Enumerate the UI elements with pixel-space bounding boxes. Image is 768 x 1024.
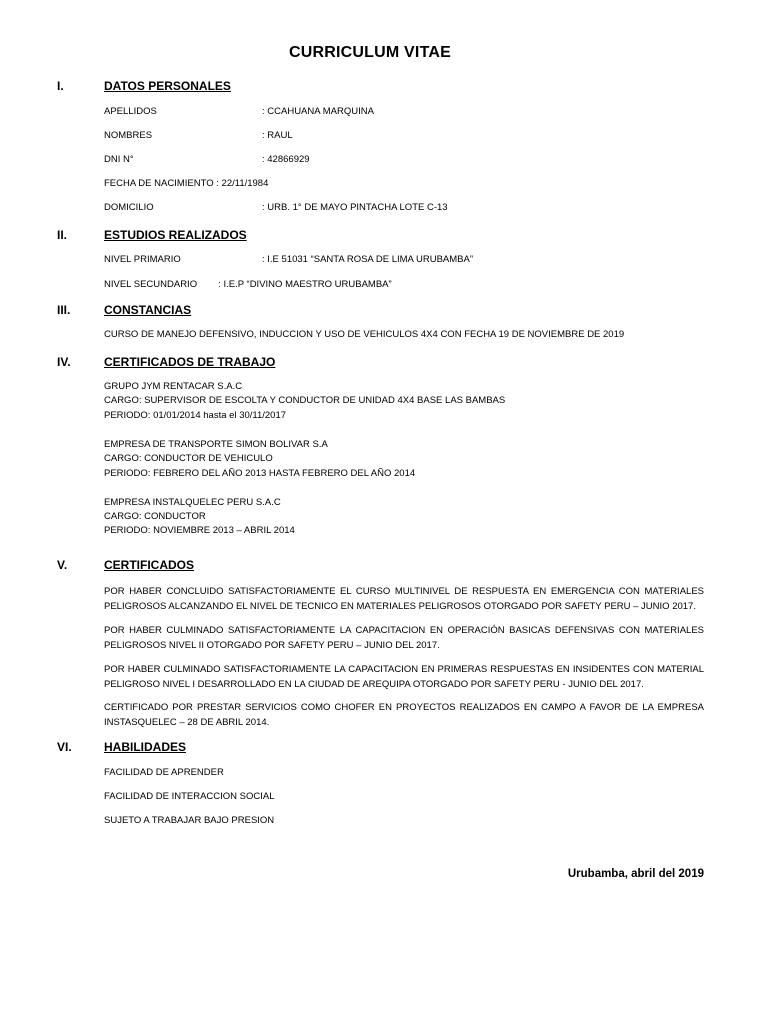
section-title: ESTUDIOS REALIZADOS bbox=[104, 228, 247, 242]
closing-place-date: Urubamba, abril del 2019 bbox=[567, 868, 704, 880]
certificate-paragraph: POR HABER CONCLUIDO SATISFACTORIAMENTE EL CURSO MULTINIVEL DE RESPUESTA EN EMERGENCIA CON MATERIALES PELIGROSOS ALCANZANDO EL NIVEL DE TECNICO EN MATERIALES PELIGROSOS OTORGADO POR SAFETY PERU – JUNIO 2017. bbox=[104, 586, 704, 612]
job-company: EMPRESA DE TRANSPORTE SIMON BOLIVAR S.A bbox=[104, 439, 328, 450]
section-title: HABILIDADES bbox=[104, 740, 187, 754]
field-value: : 42866929 bbox=[262, 154, 310, 165]
field-value: : I.E 51031 “SANTA ROSA DE LIMA URUBAMBA” bbox=[262, 254, 474, 265]
document-title: CURRICULUM VITAE bbox=[288, 44, 451, 61]
field-label: DNI N° bbox=[104, 154, 134, 165]
section-title: CERTIFICADOS bbox=[104, 558, 194, 572]
field-value: : URB. 1° DE MAYO PINTACHA LOTE C-13 bbox=[262, 202, 448, 213]
job-cargo: CARGO: CONDUCTOR DE VEHICULO bbox=[104, 453, 273, 464]
job-cargo: CARGO: CONDUCTOR bbox=[104, 511, 206, 522]
job-periodo: PERIODO: FEBRERO DEL AÑO 2013 HASTA FEBRERO DEL AÑO 2014 bbox=[104, 468, 416, 479]
job-company: GRUPO JYM RENTACAR S.A.C bbox=[104, 381, 243, 392]
section-number: I. bbox=[57, 79, 64, 93]
section-number: IV. bbox=[57, 355, 71, 369]
section-number: III. bbox=[57, 303, 71, 317]
field-value: : CCAHUANA MARQUINA bbox=[262, 106, 374, 117]
constancia-item: CURSO DE MANEJO DEFENSIVO, INDUCCION Y USO DE VEHICULOS 4X4 CON FECHA 19 DE NOVIEMBRE DE 2019 bbox=[104, 329, 625, 340]
section-title: CONSTANCIAS bbox=[104, 303, 192, 317]
field-fecha-nacimiento: FECHA DE NACIMIENTO : 22/11/1984 bbox=[104, 178, 269, 189]
section-title: DATOS PERSONALES bbox=[104, 79, 231, 93]
skill-item: FACILIDAD DE INTERACCION SOCIAL bbox=[104, 791, 275, 802]
section-title: CERTIFICADOS DE TRABAJO bbox=[104, 355, 276, 369]
certificate-paragraph: POR HABER CULMINADO SATISFACTORIAMENTE LA CAPACITACION EN OPERACIÓN BASICAS DEFENSIVAS CON MATERIALES PELIGROSOS NIVEL II OTORGADO POR SAFETY PERU – JUNIO DEL 2017. bbox=[104, 625, 704, 651]
field-label: APELLIDOS bbox=[104, 106, 157, 117]
job-periodo: PERIODO: NOVIEMBRE 2013 – ABRIL 2014 bbox=[104, 525, 295, 536]
job-cargo: CARGO: SUPERVISOR DE ESCOLTA Y CONDUCTOR DE UNIDAD 4X4 BASE LAS BAMBAS bbox=[104, 395, 506, 406]
certificate-paragraph: POR HABER CULMINADO SATISFACTORIAMENTE LA CAPACITACION EN PRIMERAS RESPUESTAS EN INSIDENTES CON MATERIAL PELIGROSO NIVEL I DESARROLLADO EN LA CIUDAD DE AREQUIPA OTORGADO POR SAFETY PERU - JUNIO DEL 2017. bbox=[104, 664, 704, 690]
field-nivel-secundario: NIVEL SECUNDARIO : I.E.P “DIVINO MAESTRO URUBAMBA” bbox=[104, 279, 392, 290]
section-number: V. bbox=[57, 558, 68, 572]
field-value: : RAUL bbox=[262, 130, 293, 141]
section-number: II. bbox=[57, 228, 68, 242]
field-label: NOMBRES bbox=[104, 130, 153, 141]
field-label: NIVEL PRIMARIO bbox=[104, 254, 181, 265]
skill-item: SUJETO A TRABAJAR BAJO PRESION bbox=[104, 815, 275, 826]
job-company: EMPRESA INSTALQUELEC PERU S.A.C bbox=[104, 497, 281, 508]
skill-item: FACILIDAD DE APRENDER bbox=[104, 767, 224, 778]
section-number: VI. bbox=[57, 740, 72, 754]
field-label: DOMICILIO bbox=[104, 202, 154, 213]
job-periodo: PERIODO: 01/01/2014 hasta el 30/11/2017 bbox=[104, 410, 287, 421]
certificate-paragraph: CERTIFICADO POR PRESTAR SERVICIOS COMO CHOFER EN PROYECTOS REALIZADOS EN CAMPO A FAVOR DE LA EMPRESA INSTASQUELEC – 28 DE ABRIL 2014. bbox=[104, 702, 704, 728]
